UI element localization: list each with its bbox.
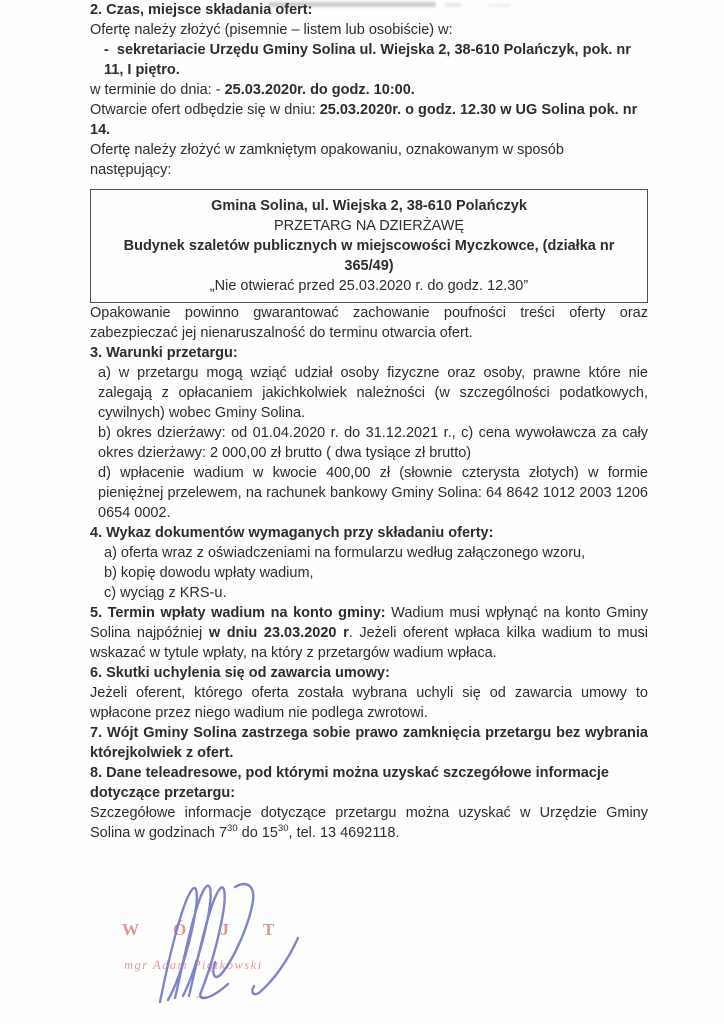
section7-heading [90,723,648,763]
section8-text2: do 15 [237,825,278,841]
section3-item-d: d) wpłacenie wadium w kwocie 400,00 zł (słownie czterysta złotych) w formie pieniężnej przelewem, na rachunek bankowy Gminy Solina: 64 8642 1012 2003 1206 0654 0002. [98,465,648,521]
envelope-label-box [90,189,648,303]
section5-date: w dniu 23.03.2020 r [208,625,349,641]
bullet-dash: - [104,42,109,58]
box-warning-line: „Nie otwierać przed 25.03.2020 r. do godz. 12.30” [209,278,529,294]
section5-heading-text: 5. Termin wpłaty wadium na konto gminy: [90,605,386,621]
section8-paragraph [90,803,648,843]
mayor-stamp-name: mgr Adam Piątkowski [124,958,263,972]
section3-item-bc: b) okres dzierżawy: od 01.04.2020 r. do 31.12.2021 r., c) cena wywoławcza za cały okres dzierżawy: 2 000,00 zł brutto ( dwa tysiące zł brutto) [98,425,648,461]
deadline-date: 25.03.2020r. do godz. 10:00. [224,82,415,98]
mayor-stamp-title: W Ó J T [122,920,287,939]
section7-heading-text: 7. Wójt Gminy Solina zastrzega sobie prawo zamknięcia przetargu bez wybrania którejkolwiek z ofert. [90,725,648,761]
section8-text3: , tel. 13 4692118. [288,825,400,841]
section4-heading-text: 4. Wykaz dokumentów wymaganych przy składaniu oferty: [90,525,494,541]
section3-item-a: a) w przetargu mogą wziąć udział osoby fizyczne oraz osoby, prawne które nie zalegają z opłacaniem jakichkolwiek należności (w szczególności podatkowych, cywilnych) wobec Gminy Solina. [98,365,648,421]
section4-item: b) kopię dowodu wpłaty wadium, [104,565,314,581]
box-subject-text: Budynek szaletów publicznych w miejscowości Myczkowce, (działka nr 365/49) [123,238,615,274]
section2-heading-text: 2. Czas, miejsce składania ofert: [90,2,313,18]
section6-heading [90,663,648,683]
box-subject-line [101,236,637,276]
section8-heading [90,763,648,803]
section4-item: c) wyciąg z KRS-u. [104,585,227,601]
section2-bullet-text: sekretariacie Urzędu Gminy Solina ul. Wiejska 2, 38-610 Polańczyk, pok. nr 11, I piętro. [104,42,631,78]
section2-bullet [90,40,648,80]
section5-text2: . Jeżeli oferent wpłaca kilka wadium to musi wskazać w tytule wpłaty, na który z przetargów wadium wpłaca. [90,625,648,661]
section8-sup2: 30 [277,823,289,835]
opening-date: 25.03.2020r. o godz. 12.30 w UG Solina pok. nr 14. [90,102,638,138]
section5-paragraph [90,603,648,663]
section6-heading-text: 6. Skutki uchylenia się od zawarcia umowy: [90,665,390,681]
section8-text1: Szczegółowe informacje dotyczące przetargu można uzyskać w Urzędzie Gminy Solina w godzinach 7 [90,805,648,841]
section8-sup1: 30 [227,823,238,835]
box-tender-line: PRZETARG NA DZIERŻAWĘ [273,218,465,234]
signature-stroke [189,887,228,998]
scan-speck [196,996,206,998]
package-guarantee-paragraph: Opakowanie powinno gwarantować zachowanie poufności treści oferty oraz zabezpieczać jej nienaruszalność do terminu otwarcia ofert. [90,305,648,341]
section3-heading-text: 3. Warunki przetargu: [90,345,238,361]
box-address-line [101,196,637,216]
section4-item: a) oferta wraz z oświadczeniami na formularzu według załączonego wzoru, [104,545,586,561]
section2-heading [90,0,648,20]
section6-paragraph: Jeżeli oferent, którego oferta została wybrana uchyli się od zawarcia umowy to wpłacone przez niego wadium nie podlega zwrotowi. [90,685,648,721]
opening-line [90,100,648,140]
document-body [90,0,648,843]
deadline-prefix: w terminie do dnia: - [90,82,225,98]
section4-heading [90,523,648,543]
section3-heading [90,343,648,363]
opening-prefix: Otwarcie ofert odbędzie się w dniu: [90,102,320,118]
section8-heading-line2: przetargu: [164,785,236,801]
section8-heading-line1: 8. Dane teleadresowe, pod którymi można uzyskać szczegółowe informacje dotyczące [90,765,609,801]
section2-line1: Ofertę należy złożyć (pisemnie – listem lub osobiście) w: [90,22,453,38]
package-line: Ofertę należy złożyć w zamkniętym opakowaniu, oznakowanym w sposób następujący: [90,142,564,178]
handwritten-signature [138,880,318,1010]
deadline-line [90,80,648,100]
box-address-text: Gmina Solina, ul. Wiejska 2, 38-610 Polańczyk [211,198,527,214]
signature-stroke [252,938,298,994]
section5-text1: Wadium musi wpłynąć na konto Gminy Solina najpóźniej [90,605,648,641]
